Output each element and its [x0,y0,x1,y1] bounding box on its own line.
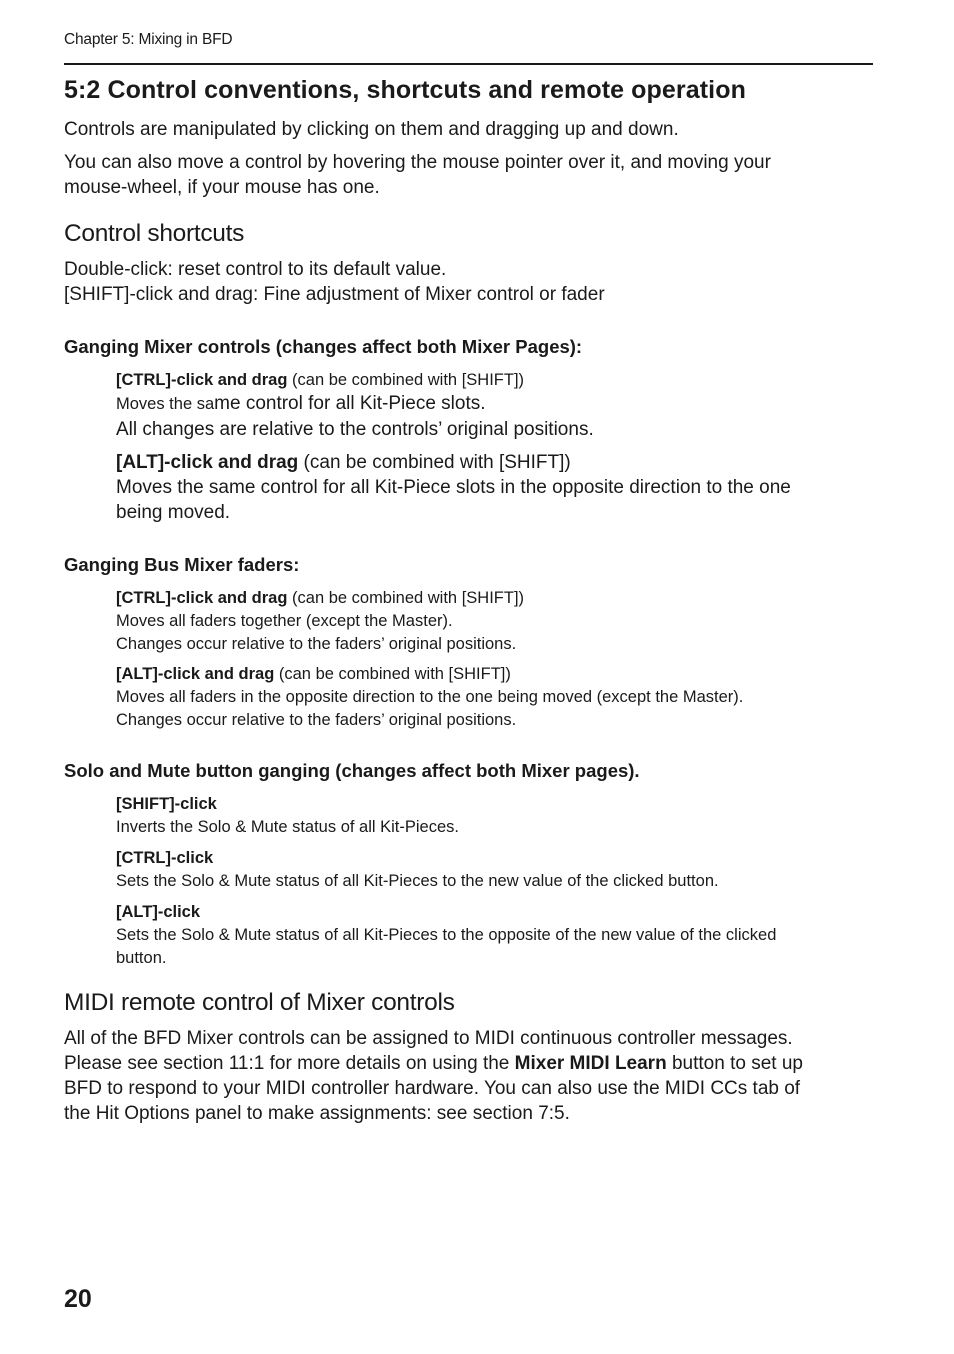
shortcut-key: [CTRL]-click [116,849,214,867]
midi-remote-paragraph [64,1026,803,1126]
shortcut-key: [ALT]-click [116,903,201,921]
ganging-mixer-ctrl-note: All changes are relative to the controls’ original positions. [116,419,594,440]
shortcut-key: [ALT]-click and drag [116,665,275,683]
paragraph-line: the Hit Options panel to make assignments: see section 7:5. [64,1103,570,1124]
shortcut-description-part: Moves the sa [116,395,215,413]
shortcut-key-line [116,450,791,475]
intro-paragraph-1: Controls are manipulated by clicking on them and dragging up and down. [64,119,679,140]
intro-paragraph-2 [64,150,771,200]
shortcut-description: Moves the same control for all Kit-Piece slots in the opposite direction to the one [116,477,791,498]
shortcut-line: [SHIFT]-click and drag: Fine adjustment of Mixer control or fader [64,284,605,305]
shortcut-description: Inverts the Solo & Mute status of all Kit-Pieces. [116,818,459,836]
shortcut-line: Double-click: reset control to its default value. [64,259,447,280]
shortcut-description: Changes occur relative to the faders’ original positions. [116,711,517,729]
shortcut-note: (can be combined with [SHIFT]) [287,371,525,389]
ganging-mixer-heading: Ganging Mixer controls (changes affect both Mixer Pages): [64,336,583,357]
intro-line: mouse-wheel, if your mouse has one. [64,177,380,198]
midi-remote-heading: MIDI remote control of Mixer controls [64,989,455,1016]
paragraph-line: BFD to respond to your MIDI controller hardware. You can also use the MIDI CCs tab of [64,1078,801,1099]
shortcut-description: Sets the Solo & Mute status of all Kit-Pieces to the opposite of the new value of the clicked [116,926,777,944]
shortcut-key-line [116,587,524,610]
mixer-midi-learn-term: Mixer MIDI Learn [514,1053,667,1074]
shortcut-key: [CTRL]-click and drag [116,371,288,389]
page-number: 20 [64,1285,92,1313]
header-rule [64,63,873,65]
ganging-mixer-ctrl-block [116,369,524,416]
ganging-bus-ctrl-block [116,587,524,656]
running-head: Chapter 5: Mixing in BFD [64,31,233,48]
paragraph-text: button to set up [666,1053,803,1074]
shortcut-description [116,392,524,416]
shortcut-description: being moved. [116,502,231,523]
shortcut-description: Moves all faders together (except the Master). [116,612,453,630]
shortcut-description: Changes occur relative to the faders’ original positions. [116,635,517,653]
shortcut-key: [ALT]-click and drag [116,452,299,473]
paragraph-line [64,1051,803,1076]
intro-line: You can also move a control by hovering the mouse pointer over it, and moving your [64,152,771,173]
shortcut-note: (can be combined with [SHIFT]) [287,589,525,607]
solo-mute-shift-block [116,793,459,839]
section-title: 5:2 Control conventions, shortcuts and remote operation [64,76,746,104]
shortcut-key: [SHIFT]-click [116,795,217,813]
control-shortcuts-heading: Control shortcuts [64,220,245,247]
shortcut-key-line [116,663,743,686]
shortcut-description: button. [116,949,167,967]
shortcut-note: (can be combined with [SHIFT]) [274,665,511,683]
solo-mute-heading: Solo and Mute button ganging (changes affect both Mixer pages). [64,760,640,781]
shortcut-description-part: me control for all Kit-Piece slots. [214,393,486,414]
ganging-bus-heading: Ganging Bus Mixer faders: [64,554,300,575]
shortcut-description: Sets the Solo & Mute status of all Kit-Pieces to the new value of the clicked button. [116,872,719,890]
shortcut-key-line [116,369,524,392]
paragraph-line: All of the BFD Mixer controls can be assigned to MIDI continuous controller messages. [64,1028,793,1049]
shortcut-note: (can be combined with [SHIFT]) [298,452,571,473]
paragraph-text: Please see section 11:1 for more details on using the [64,1053,515,1074]
solo-mute-ctrl-block [116,847,719,893]
ganging-bus-alt-block [116,663,743,732]
ganging-mixer-alt-block [116,450,791,525]
shortcut-key: [CTRL]-click and drag [116,589,288,607]
control-shortcuts-text [64,257,605,307]
solo-mute-alt-block [116,901,776,970]
shortcut-description: Moves all faders in the opposite direction to the one being moved (except the Master). [116,688,744,706]
